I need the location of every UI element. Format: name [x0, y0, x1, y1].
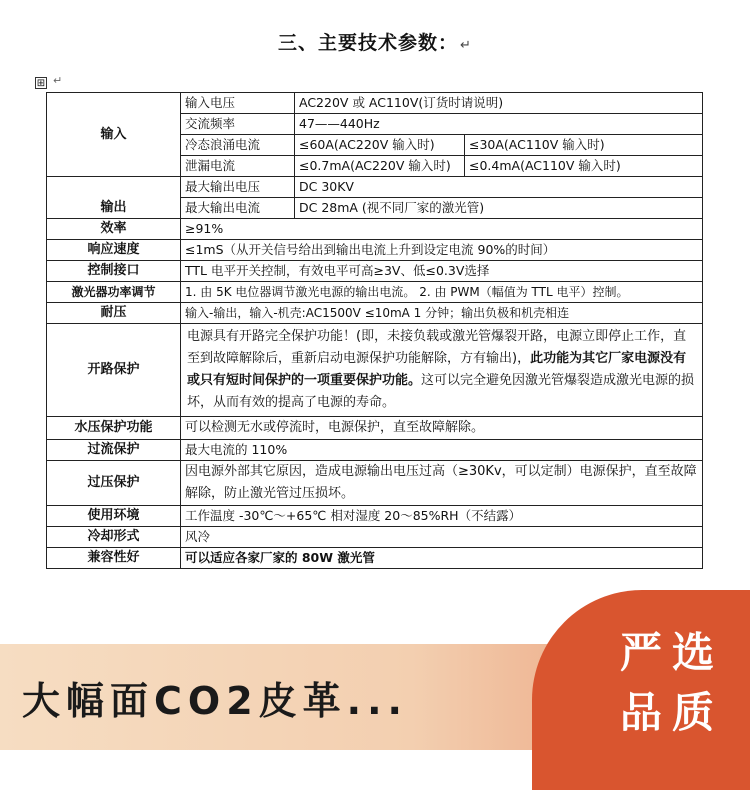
param-value-a: ≤60A(AC220V 输入时)	[295, 135, 465, 156]
row-label: 过流保护	[47, 440, 181, 461]
row-value: 输入-输出，输入-机壳:AC1500V ≤10mA 1 分钟；输出负极和机壳相连	[181, 303, 703, 324]
paragraph-mark: ↵	[53, 74, 63, 87]
row-label: 激光器功率调节	[47, 282, 181, 303]
row-label: 响应速度	[47, 240, 181, 261]
row-label: 开路保护	[47, 324, 181, 417]
row-label: 控制接口	[47, 261, 181, 282]
table-row	[47, 219, 703, 240]
param-name: 输入电压	[181, 93, 295, 114]
table-row	[47, 527, 703, 548]
table-row	[47, 177, 703, 198]
row-value: 可以检测无水或停流时，电源保护，直至故障解除。	[181, 417, 703, 440]
row-value: 最大电流的 110%	[181, 440, 703, 461]
param-value: DC 28mA (视不同厂家的激光管)	[295, 198, 703, 219]
param-value-a: ≤0.7mA(AC220V 输入时)	[295, 156, 465, 177]
param-name: 最大输出电流	[181, 198, 295, 219]
row-value: 因电源外部其它原因，造成电源输出电压过高（≥30Kv，可以定制）电源保护，直至故障解除，防止激光管过压损坏。	[181, 461, 703, 506]
open-circuit-text-a: 电源具有开路完全保护功能！(即，未接负载或激光管爆裂开路，电源立即停止工作，直至到故障解除后，重新启动电源保护功能解除，方有输出)，	[187, 329, 687, 366]
table-anchor-icon[interactable]: ⊞	[36, 78, 46, 89]
row-label: 过压保护	[47, 461, 181, 506]
page-title	[0, 28, 750, 55]
table-row	[47, 417, 703, 440]
row-label: 耐压	[47, 303, 181, 324]
table-row	[47, 240, 703, 261]
table-row	[47, 461, 703, 506]
row-value: 工作温度 -30℃～+65℃ 相对湿度 20～85%RH（不结露）	[181, 506, 703, 527]
spec-table	[46, 92, 703, 569]
param-value: 47——440Hz	[295, 114, 703, 135]
table-row	[47, 440, 703, 461]
row-value: 风冷	[181, 527, 703, 548]
banner-title: 大幅面CO2皮革...	[22, 679, 408, 723]
row-label: 使用环境	[47, 506, 181, 527]
param-value-b: ≤0.4mA(AC110V 输入时)	[465, 156, 703, 177]
title-text: 三、主要技术参数：	[278, 32, 459, 54]
row-value: ≤1mS（从开关信号给出到输出电流上升到设定电流 90%的时间）	[181, 240, 703, 261]
param-name: 最大输出电压	[181, 177, 295, 198]
paragraph-mark: ↵	[460, 38, 472, 53]
row-label: 兼容性好	[47, 548, 181, 569]
table-row	[47, 93, 703, 114]
param-name: 冷态浪涌电流	[181, 135, 295, 156]
table-row	[47, 282, 703, 303]
row-value: TTL 电平开关控制，有效电平可高≥3V、低≤0.3V选择	[181, 261, 703, 282]
param-value: DC 30KV	[295, 177, 703, 198]
badge-line-2: 品质	[620, 688, 725, 737]
param-name: 交流频率	[181, 114, 295, 135]
row-label: 水压保护功能	[47, 417, 181, 440]
row-label: 效率	[47, 219, 181, 240]
category-output: 输出	[47, 177, 181, 219]
row-label: 冷却形式	[47, 527, 181, 548]
row-value: ≥91%	[181, 219, 703, 240]
table-row	[47, 261, 703, 282]
open-circuit-text-bold: 此功能为其它厂家电源没有或只有短时间保护的一项重要保护功能。	[187, 351, 687, 388]
category-input: 输入	[47, 93, 181, 177]
table-row	[47, 506, 703, 527]
row-value: 可以适应各家厂家的 80W 激光管	[181, 548, 703, 569]
table-row	[47, 548, 703, 569]
param-name: 泄漏电流	[181, 156, 295, 177]
open-circuit-text-b: 这可以完全避免因激光管爆裂造成激光电源的损坏，从而有效的提高了电源的寿命。	[187, 373, 695, 410]
param-value-b: ≤30A(AC110V 输入时)	[465, 135, 703, 156]
table-row	[47, 303, 703, 324]
param-value: AC220V 或 AC110V(订货时请说明)	[295, 93, 703, 114]
row-value: 1. 由 5K 电位器调节激光电源的输出电流。 2. 由 PWM（幅值为 TTL 电平）控制。	[181, 282, 703, 303]
row-value	[181, 324, 703, 417]
badge-line-1: 严选	[620, 628, 725, 677]
table-row	[47, 324, 703, 417]
